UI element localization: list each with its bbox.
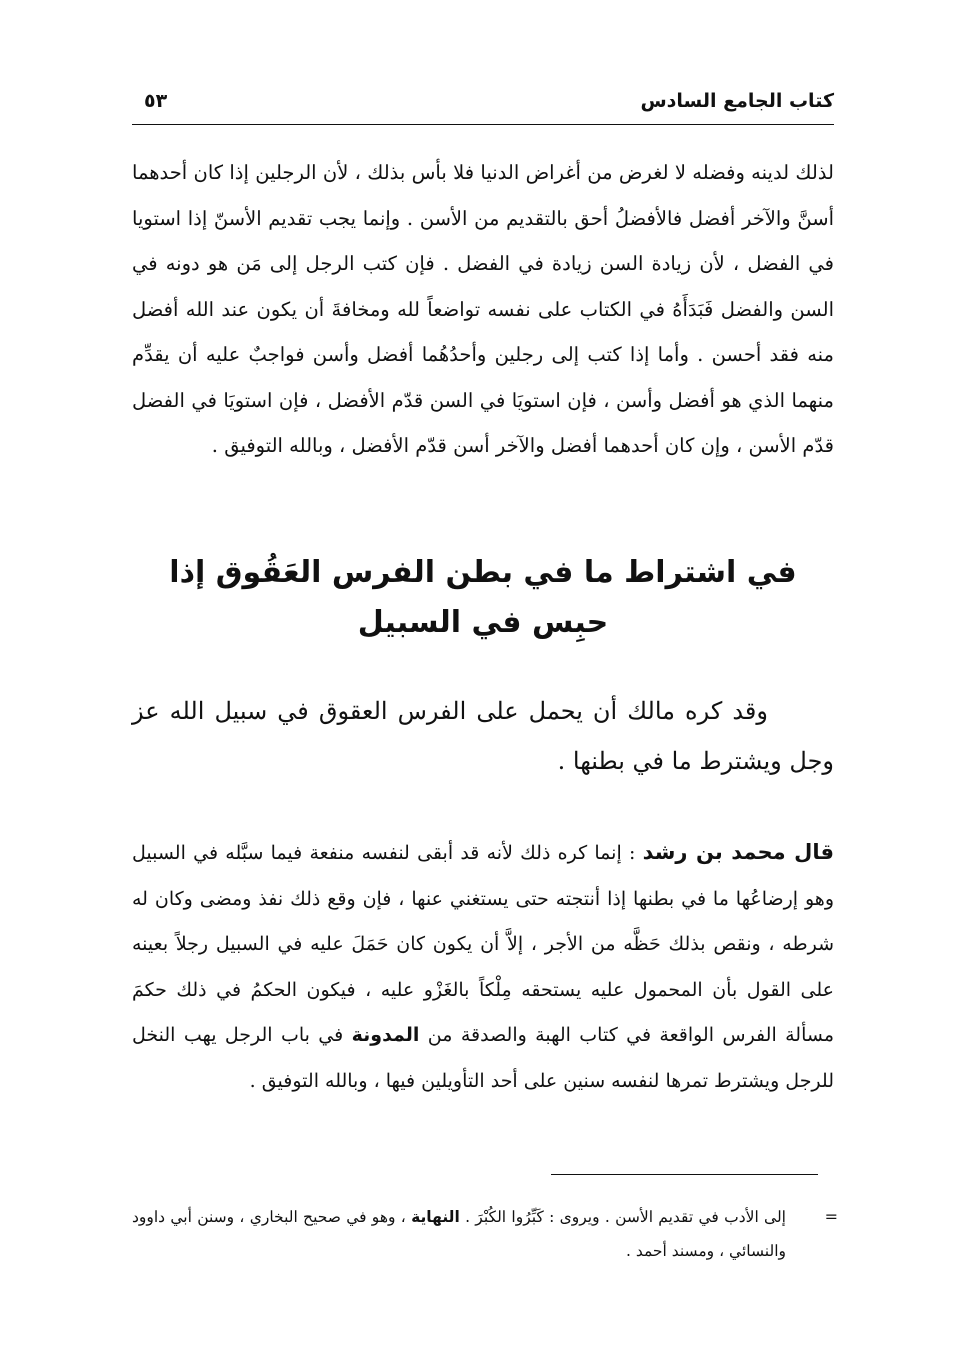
header-rule xyxy=(132,124,834,125)
running-head: كتاب الجامع السادس xyxy=(640,90,834,112)
paragraph-3 xyxy=(132,830,834,1104)
footnote-text xyxy=(132,1200,786,1268)
book-title-mudawwana: المدونة xyxy=(351,1024,420,1046)
page-number: ٥٣ xyxy=(144,90,168,112)
paragraph-2: وقد كره مالك أن يحمل على الفرس العقوق في سبيل الله عز وجل ويشترط ما في بطنها . xyxy=(132,697,834,775)
footnote-rule xyxy=(551,1174,818,1175)
footnote-text-2: ، وهو في صحيح البخاري ، وسنن أبي داوود والنسائي ، ومسند أحمد . xyxy=(132,1208,786,1260)
footnote xyxy=(132,1200,838,1268)
footnote-source-nihaya: النهاية xyxy=(411,1208,460,1226)
page-header xyxy=(132,86,834,130)
commentary-text-start: إنما كره ذلك لأنه قد أبقى لنفسه منفعة فيما سبَّله في السبيل وهو إرضاعُها ما في بطنها إذا أنتجته حتى يستغني عنها ، فإن وقع ذلك نفذ ومضى وكان له شرطه ، ونقص بذلك حَظَّه من الأجر ، إلاَّ أن يكون كان حَمَلَ عليه في السبيل رجلاً بعينه على القول بأن المحمول عليه يستحقه مِلْكاً بالغَزْو عليه ، فيكون الحكمُ في ذلك حكمَ مسألة الفرس الواقعة في كتاب الهبة والصدقة من xyxy=(132,842,834,1046)
commentary-text-end: في باب الرجل يهب النخل للرجل ويشترط تمرها لنفسه سنين على أحد التأويلين فيها ، وبالله التوفيق . xyxy=(132,1024,834,1092)
paragraph-1: لذلك لدينه وفضله لا لغرض من أغراض الدنيا فلا بأس بذلك ، لأن الرجلين إذا كان أحدهما أسنَّ والآخر أفضل فالأفضلُ أحق بالتقديم من الأسن . وإنما يجب تقديم الأسنّ إذا استويا في الفضل ، لأن زيادة السن زيادة في الفضل . فإن كتب الرجل إلى مَن هو دونه في السن والفضل فَبَدَأَهُ في الكتاب على نفسه تواضعاً لله ومخافةَ أن يكون عند الله أفضل منه فقد أحسن . وأما إذا كتب إلى رجلين وأحدُهُما أفضل وأسن فواجبٌ عليه أن يقدِّم منهما الذي هو أفضل وأسن ، فإن استويَا في السن قدّم الأفضل ، فإن استويَا في الفضل قدّم الأسن ، وإن كان أحدهما أفضل والآخر أسن قدّم الأفضل ، وبالله التوفيق . xyxy=(132,161,834,457)
footnote-continuation-mark: = xyxy=(824,1207,838,1226)
footnote-text-1: إلى الأدب في تقديم الأسن . ويروى : كَبِّرُوا الكُبْرَ . xyxy=(459,1208,786,1226)
speaker-separator: : xyxy=(621,842,643,864)
section-heading: في اشتراط ما في بطن الفرس العَقُوق إذا حبِس في السبيل xyxy=(169,555,797,640)
commentator-name: قال محمد بن رشد xyxy=(642,840,834,864)
